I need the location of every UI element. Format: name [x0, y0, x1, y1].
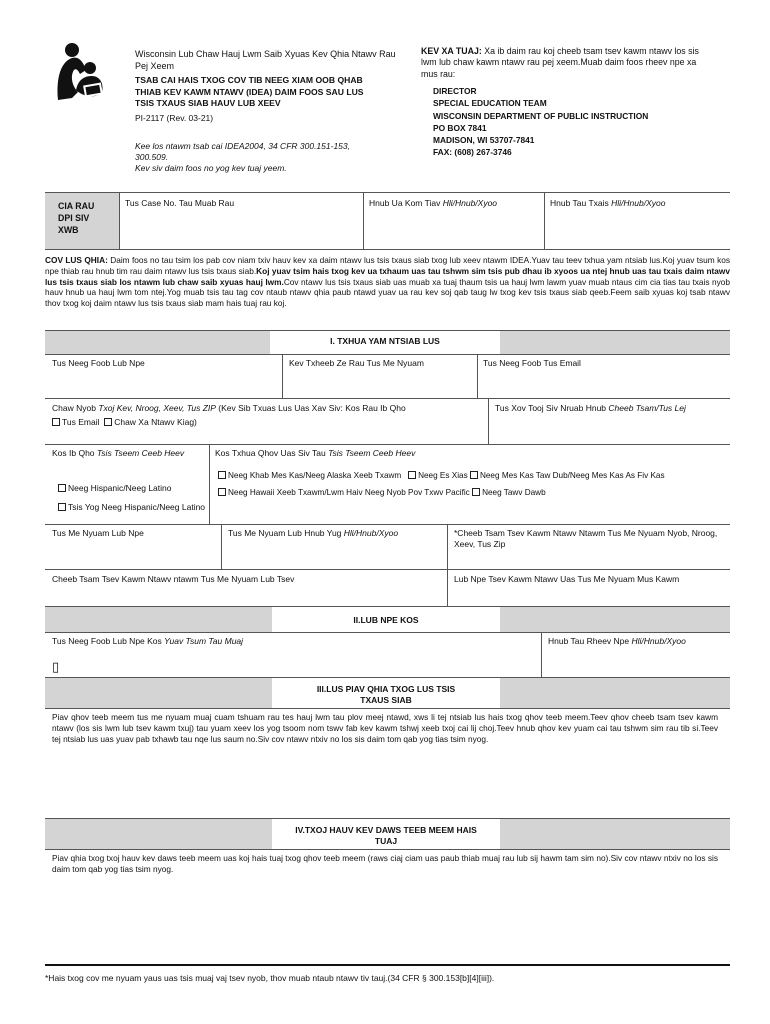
- dpi-logo: [50, 40, 112, 102]
- child-dob-field[interactable]: [228, 528, 398, 539]
- email-preference-label: Tus Email: [62, 417, 100, 427]
- relationship-field[interactable]: Kev Txheeb Ze Rau Tus Me Nyuam: [289, 358, 424, 368]
- native-american-checkbox[interactable]: [218, 471, 226, 479]
- section-4-title-line2: TUAJ: [374, 835, 398, 846]
- signature-required: Yuav Tsum Tau Muaj: [164, 636, 244, 646]
- parent-email-field[interactable]: Tus Neeg Foob Tus Email: [483, 358, 581, 368]
- signature-date-label: Hnub Tau Rheev Npe: [548, 636, 632, 646]
- ethnicity-optional: Tsis Tseem Ceeb Heev: [96, 448, 185, 458]
- phone-label: Tus Xov Tooj Siv Nruab Hnub: [495, 403, 609, 413]
- form-title-line3: TSIS TXAUS SIAB HAUV LUB XEEV: [135, 97, 281, 108]
- legal-line2: 300.509.: [135, 151, 169, 162]
- address-line: WISCONSIN DEPARTMENT OF PUBLIC INSTRUCTION: [433, 110, 649, 121]
- proposed-resolution-area[interactable]: [45, 880, 730, 960]
- signature-placeholder-icon: ▯: [52, 660, 60, 675]
- directions-text: Daim foos no tau tsim los pab cov niam txiv hauv kev xa daim ntawv lus tsis txaus siab txog lub xeev ntawm IDEA.Yuav tau teev txhua yam ntsiab lus.Koj yuav tsum kos npe thiab rau hnub tim rau daim ntawv lus tsis txaus siab.: [45, 255, 730, 276]
- white-checkbox[interactable]: [472, 488, 480, 496]
- footnote-divider: [45, 964, 730, 966]
- child-address-field[interactable]: *Cheeb Tsam Tsev Kawm Ntawv Ntawm Tus Me Nyuam Nyob, Nroog, Xeev, Tus Zip: [454, 528, 718, 550]
- ethnicity-label: [52, 448, 202, 459]
- signature-label: Tus Neeg Foob Lub Npe Kos: [52, 636, 165, 646]
- signature-field[interactable]: [52, 636, 243, 647]
- section-4-instructions: Piav qhia txog txoj hauv kev daws teeb meem uas koj hais tuaj txog qhov teeb meem (raws ciaj ciam uas paub thiab muaj rau lub sij hawm tam sim no).Siv cov ntawv ntxiv no los sis daim tom qab yog tias tsim nyog.: [52, 853, 718, 874]
- section-2-title: II.LUB NPE KOS: [272, 607, 500, 632]
- directions-heading: COV LUS QHIA:: [45, 255, 108, 265]
- agency-name: Wisconsin Lub Chaw Hauj Lwm Saib Xyuas Kev Qhia Ntawv Rau Pej Xeem: [135, 49, 396, 71]
- date-completed-field[interactable]: [369, 198, 497, 209]
- address-line: SPECIAL EDUCATION TEAM: [433, 98, 547, 109]
- hispanic-option[interactable]: [58, 483, 171, 494]
- child-dob-label: Tus Me Nyuam Lub Hnub Yug: [228, 528, 344, 538]
- daytime-phone-field[interactable]: [495, 403, 686, 414]
- address-field[interactable]: [52, 403, 484, 414]
- black-checkbox[interactable]: [470, 471, 478, 479]
- not-hispanic-checkbox[interactable]: [58, 503, 66, 511]
- date-completed-label: Hnub Ua Kom Tiav: [369, 198, 443, 208]
- form-title-line2: THIAB KEV KAWM NTAWV (IDEA) DAIM FOOS SAU LUS: [135, 86, 364, 97]
- submission-block: [421, 46, 701, 158]
- legal-line1: Kee los ntawm tsab cai IDEA2004, 34 CFR 300.151-153,: [135, 140, 350, 151]
- section-4-title: [272, 819, 500, 849]
- race-optional: Tsis Tseem Ceeb Heev: [328, 448, 416, 458]
- address-contact-note: (Kev Sib Txuas Lus Uas Xav Siv: Kos Rau Ib Qho: [215, 403, 406, 413]
- address-line: PO BOX 7841: [433, 122, 487, 133]
- section-3-title-line2: TXAUS SIAB: [360, 694, 412, 705]
- not-hispanic-option[interactable]: [58, 502, 208, 513]
- date-received-field[interactable]: [550, 198, 665, 209]
- directions-paragraph: [45, 255, 730, 309]
- section-1-title: I. TXHUA YAM NTSIAB LUS: [270, 331, 500, 354]
- race-text: Kos Txhua Qhov Uas Siv Tau: [215, 448, 329, 458]
- race-label: [215, 448, 415, 459]
- date-format: Hli/Hnub/Xyoo: [631, 636, 686, 646]
- native-american-label: Neeg Khab Mes Kas/Neeg Alaska Xeeb Txawm: [228, 471, 402, 480]
- resident-district-field[interactable]: Cheeb Tsam Tsev Kawm Ntawv ntawm Tus Me Nyuam Lub Tsev: [52, 574, 295, 584]
- contact-preference: [52, 417, 197, 428]
- address-format: Txoj Kev, Nroog, Xeev, Tus ZIP: [98, 403, 216, 413]
- child-name-field[interactable]: Tus Me Nyuam Lub Npe: [52, 528, 144, 538]
- case-number-field[interactable]: Tus Case No. Tau Muab Rau: [125, 198, 235, 208]
- submission-text: Xa ib daim rau koj cheeb tsam tsev kawm ntawv los sis lwm lub chaw kawm ntawv rau pej xeem.Muab daim foos rheev npe xa mus rau:: [421, 46, 699, 79]
- hispanic-checkbox[interactable]: [58, 484, 66, 492]
- directions-text-2: Cov ntawv lus tsis txaus siab uas muab xa tuaj thaum tsis ua hauj lwm lawm yuav muab ntaus cim cia tias tau txais nyob hauv hnub ua hauj lwm tom ntej.Yog muab tsis tau tag cov ntaub ntawv qhia paub ntawd yuav ua rau kev soj qab taug lw txog kev tsis txaus siab qeeb.Feem saib xyuas koj tsab ntawv thov txog koj daim ntawv lus tsis txaus siab mam hais tuaj rau koj.: [45, 276, 730, 309]
- mail-preference-label: Chaw Xa Ntawv Kiag): [114, 417, 197, 427]
- form-number: PI-2117 (Rev. 03-21): [135, 112, 214, 123]
- race-options-row2: [218, 488, 546, 499]
- signature-date-field[interactable]: [548, 636, 686, 647]
- asian-label: Neeg Es Xias: [418, 471, 468, 480]
- date-format: Hli/Hnub/Xyoo: [611, 198, 666, 208]
- submission-heading: KEV XA TUAJ:: [421, 46, 482, 56]
- address-line: MADISON, WI 53707-7841: [433, 135, 535, 146]
- mail-preference-checkbox[interactable]: [104, 418, 112, 426]
- hispanic-label: Neeg Hispanic/Neeg Latino: [68, 483, 172, 493]
- directions-emphasis: Koj yuav tsim hais txog kev ua txhaum uas tau tshwm sim tsis pub dhau ib xyoos ua ntej hnub uas tau txais daim ntawv lus tsis txaus siab los ntawm lub chaw saib xyuas hauj lwm.: [45, 265, 730, 287]
- ethnicity-text: Kos Ib Qho: [52, 448, 97, 458]
- email-preference-checkbox[interactable]: [52, 418, 60, 426]
- section-3-title: [272, 678, 500, 708]
- phone-format: Cheeb Tsam/Tus Lej: [608, 403, 686, 413]
- section-3-instructions: Piav qhov teeb meem tus me nyuam muaj cuam tshuam rau tes hauj lwm tau plov meej ntawd, xws li tej ntsiab lus hais txog qhov teeb meem.Teev qhov cheeb tsam tsev kawm ntawv (los sis lwm lub tsev kawm txuj) tau yuam xeev los yog tsoom nom tswv fab kev kawm tshwj xeeb txoj cai lij choj.Teev hnub qhov kev yuam cai tau tshwm sim rau tib si.Teev tej ntsiab lus uas yuav pab txhawb tau nqe lus saum no.Siv cov ntawv ntxiv no los sis daim tom qab yog tias tsim nyog.: [52, 712, 718, 744]
- complaint-description-area[interactable]: [45, 760, 730, 818]
- section-3-title-line1: III.LUS PIAV QHIA TXOG LUS TSIS: [316, 684, 456, 694]
- not-hispanic-label: Tsis Yog Neeg Hispanic/Neeg Latino: [68, 502, 206, 512]
- attending-school-field[interactable]: Lub Npe Tsev Kawm Ntawv Uas Tus Me Nyuam Mus Kawm: [454, 574, 680, 584]
- pacific-islander-checkbox[interactable]: [218, 488, 226, 496]
- date-received-label: Hnub Tau Txais: [550, 198, 612, 208]
- parent-name-field[interactable]: Tus Neeg Foob Lub Npe: [52, 358, 145, 368]
- asian-checkbox[interactable]: [408, 471, 416, 479]
- address-label: Chaw Nyob: [52, 403, 99, 413]
- race-options-row1: [218, 471, 665, 482]
- office-use-label: CIA RAU DPI SIV XWB: [58, 201, 95, 235]
- address-line: DIRECTOR: [433, 86, 477, 97]
- white-label: Neeg Tawv Dawb: [482, 488, 546, 497]
- date-format: Hli/Hnub/Xyoo: [442, 198, 498, 208]
- fax-line: FAX: (608) 267-3746: [433, 147, 512, 158]
- black-label: Neeg Mes Kas Taw Dub/Neeg Mes Kas As Fiv Kas: [479, 471, 665, 480]
- pacific-islander-label: Neeg Hawaii Xeeb Txawm/Lwm Haiv Neeg Nyob Pov Txwv Pacific: [228, 488, 470, 497]
- footnote: *Hais txog cov me nyuam yaus uas tsis muaj vaj tsev nyob, thov muab ntaub ntawv tiv tauj.(34 CFR § 300.153[b][4][iii]).: [45, 973, 495, 983]
- section-4-title-line1: IV.TXOJ HAUV KEV DAWS TEEB MEEM HAIS: [295, 825, 477, 835]
- date-format: Hli/Hnub/Xyoo: [343, 528, 399, 538]
- form-title-line1: TSAB CAI HAIS TXOG COV TIB NEEG XIAM OOB QHAB: [135, 75, 363, 86]
- legal-line3: Kev siv daim foos no yog kev tuaj yeem.: [135, 163, 287, 174]
- header-block: [135, 49, 405, 174]
